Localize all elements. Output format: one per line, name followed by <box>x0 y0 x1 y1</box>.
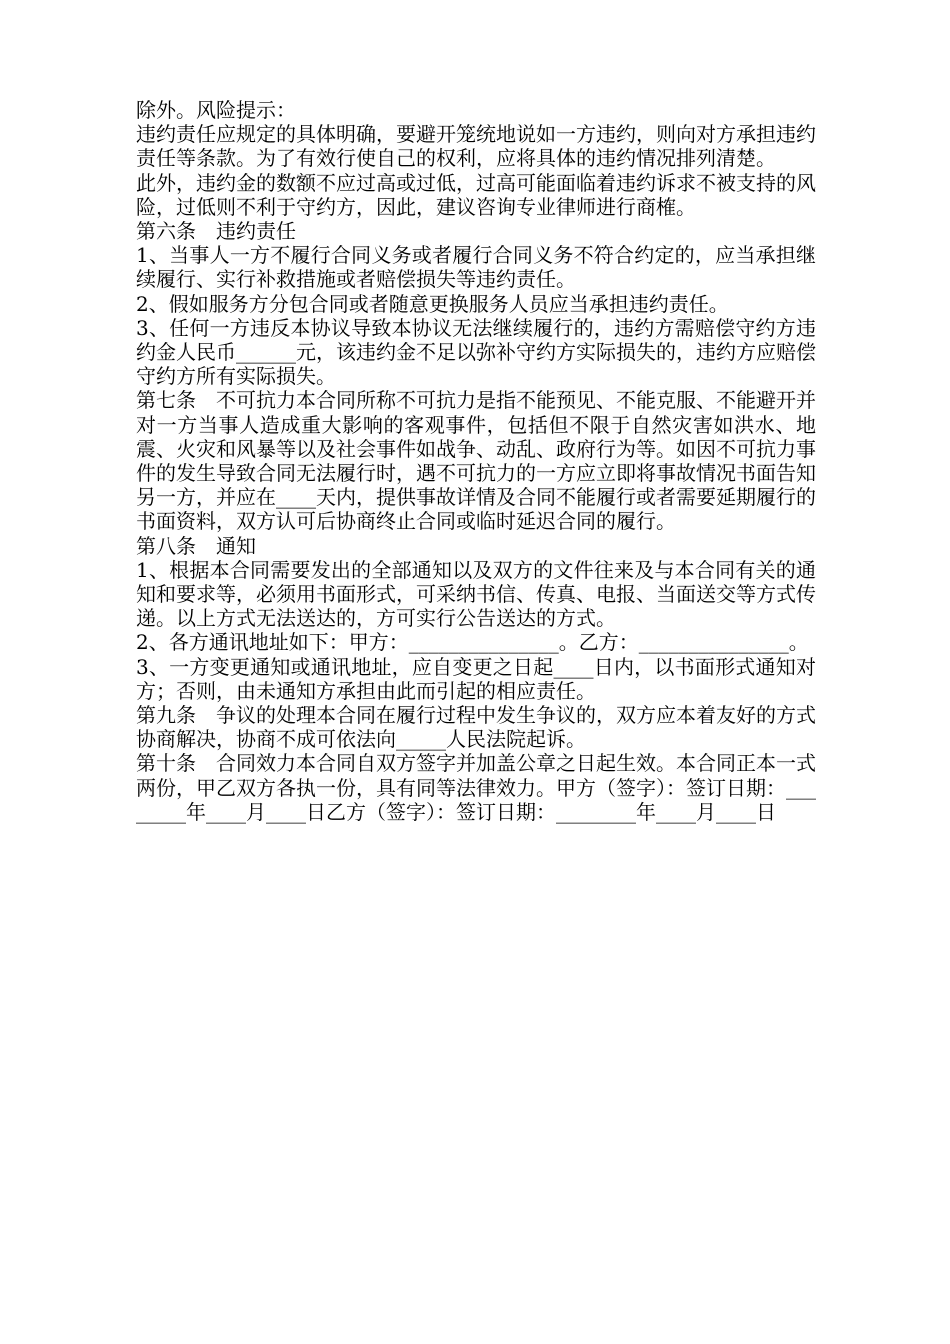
article-10-validity: 第十条 合同效力本合同自双方签字并加盖公章之日起生效。本合同正本一式两份，甲乙双方各执一份，具有同等法律效力。甲方（签字）：签订日期：________年____月____日乙方（签字）：签订日期：________年____月____日 <box>136 751 816 824</box>
article-9-disputes: 第九条 争议的处理本合同在履行过程中发生争议的，双方应本着友好的方式协商解决，协商不成可依法向_____人民法院起诉。 <box>136 703 816 752</box>
document-body <box>136 98 816 824</box>
article-8-clause-3: 3、一方变更通知或通讯地址，应自变更之日起____日内，以书面形式通知对方；否则，由未通知方承担由此而引起的相应责任。 <box>136 654 816 703</box>
article-8-heading: 第八条 通知 <box>136 533 256 558</box>
risk-note-paragraph-1: 违约责任应规定的具体明确，要避开笼统地说如一方违约，则向对方承担违约责任等条款。为了有效行使自己的权利，应将具体的违约情况排列清楚。 <box>136 122 816 171</box>
risk-note-paragraph-2: 此外，违约金的数额不应过高或过低，过高可能面临着违约诉求不被支持的风险，过低则不利于守约方，因此，建议咨询专业律师进行商榷。 <box>136 170 816 219</box>
article-8-clause-1: 1、根据本合同需要发出的全部通知以及双方的文件往来及与本合同有关的通知和要求等，必须用书面形式，可采纳书信、传真、电报、当面送交等方式传递。以上方式无法送达的，方可实行公告送达的方式。 <box>136 557 816 631</box>
article-6-heading: 第六条 违约责任 <box>136 219 296 244</box>
risk-note-tail: 除外。风险提示： <box>136 98 296 122</box>
article-6-clause-1: 1、当事人一方不履行合同义务或者履行合同义务不符合约定的，应当承担继续履行、实行补救措施或者赔偿损失等违约责任。 <box>136 243 816 292</box>
article-7-force-majeure: 第七条 不可抗力本合同所称不可抗力是指不能预见、不能克服、不能避开并对一方当事人造成重大影响的客观事件，包括但不限于自然灾害如洪水、地震、火灾和风暴等以及社会事件如战争、动乱、政府行为等。如因不可抗力事件的发生导致合同无法履行时，遇不可抗力的一方应立即将事故情况书面告知另一方，并应在____天内，提供事故详情及合同不能履行或者需要延期履行的书面资料，双方认可后协商终止合同或临时延迟合同的履行。 <box>136 388 816 534</box>
article-6-clause-3: 3、任何一方违反本协议导致本协议无法继续履行的，违约方需赔偿守约方违约金人民币______元，该违约金不足以弥补守约方实际损失的，违约方应赔偿守约方所有实际损失。 <box>136 315 816 389</box>
article-8-clause-2: 2、各方通讯地址如下：甲方：_______________。乙方：_______________。 <box>136 630 809 655</box>
article-6-clause-2: 2、假如服务方分包合同或者随意更换服务人员应当承担违约责任。 <box>136 291 729 316</box>
